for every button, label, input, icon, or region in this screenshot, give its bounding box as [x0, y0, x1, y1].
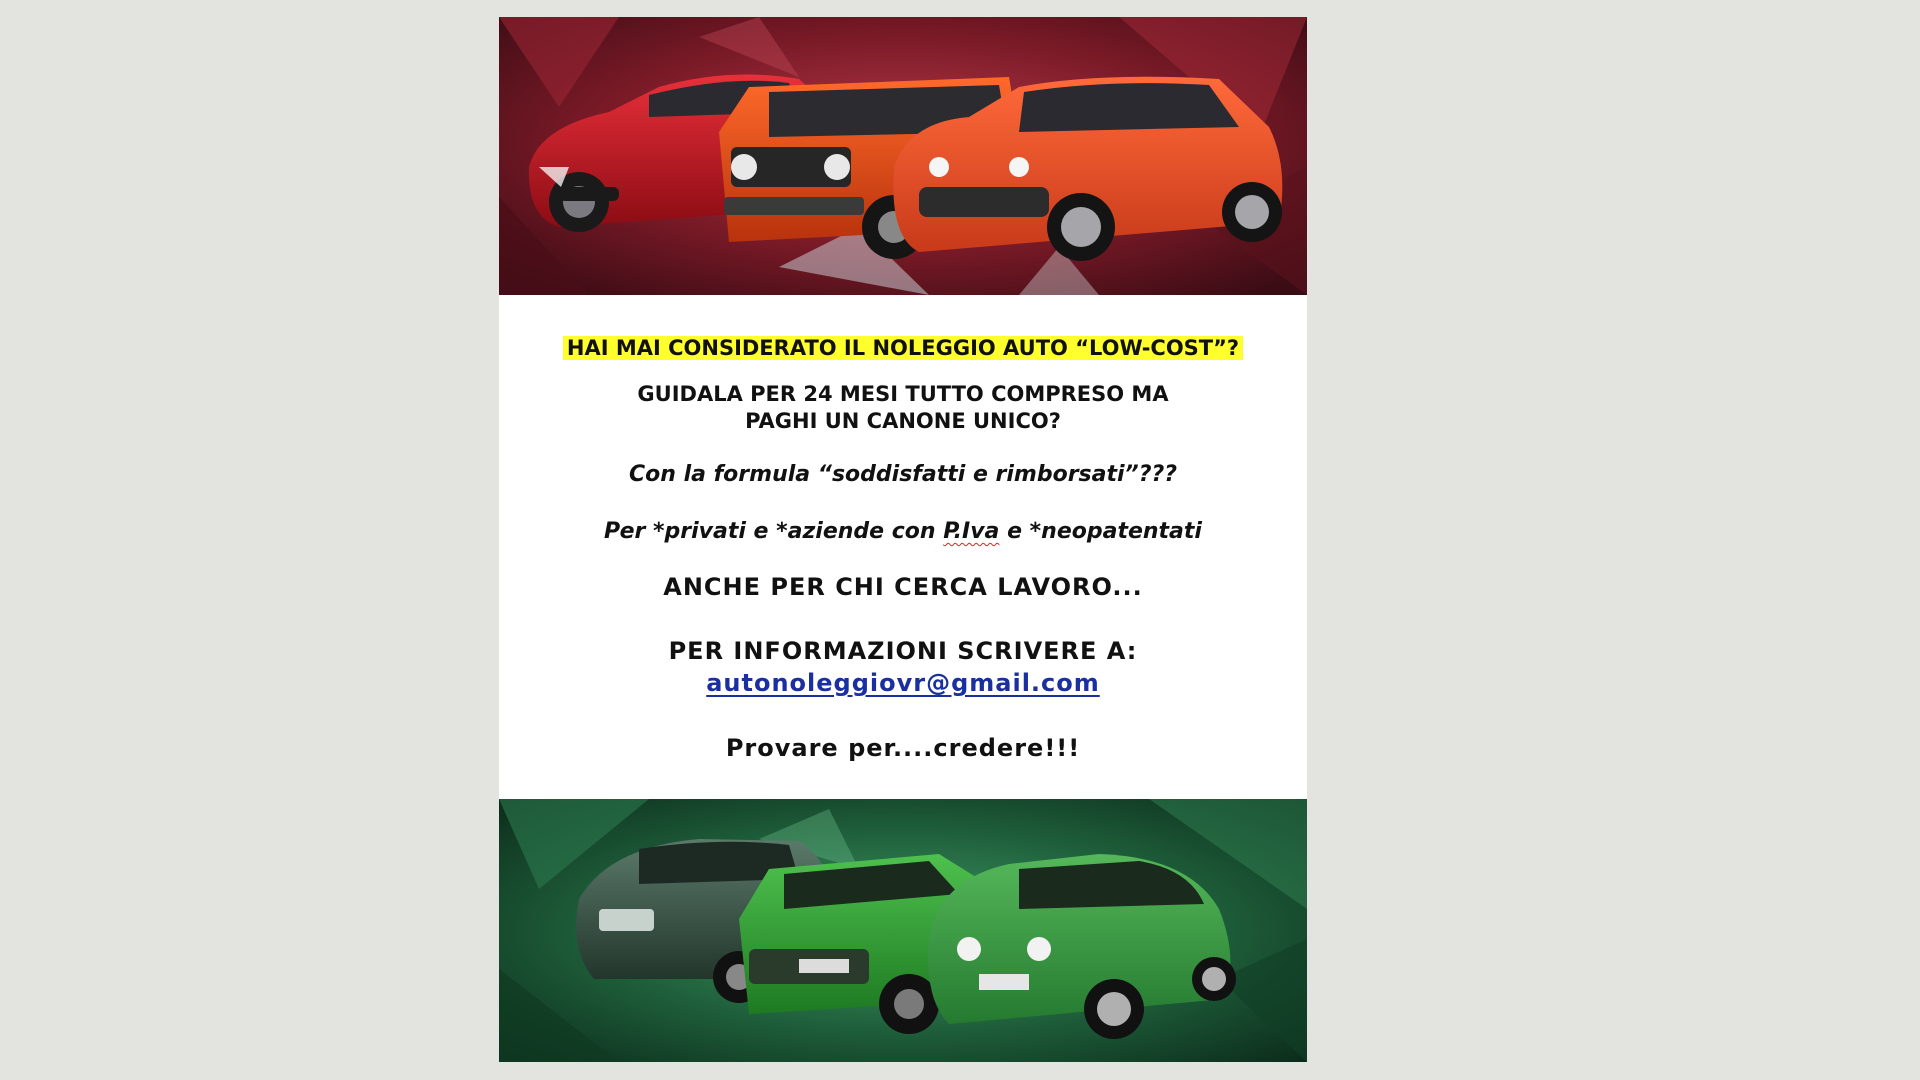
- offer-text: [499, 381, 1307, 435]
- red-cars-illustration: [499, 17, 1307, 295]
- headline-highlight: HAI MAI CONSIDERATO IL NOLEGGIO AUTO “LOW-COST”?: [563, 336, 1243, 360]
- offer-line-1: GUIDALA PER 24 MESI TUTTO COMPRESO MA: [637, 382, 1169, 406]
- headline: [499, 333, 1307, 363]
- red-cars-banner-image: [499, 17, 1307, 295]
- green-cars-banner-image: [499, 799, 1307, 1062]
- job-seekers-line: ANCHE PER CHI CERCA LAVORO...: [663, 573, 1143, 601]
- green-cars-illustration: [499, 799, 1307, 1062]
- email-link[interactable]: autonoleggiovr@gmail.com: [706, 669, 1100, 697]
- piva-text: P.Iva: [943, 519, 1000, 544]
- flyer-text: [499, 295, 1307, 799]
- target-audience-line: [499, 517, 1307, 547]
- targets-prefix: Per *privati e *aziende con: [604, 519, 944, 544]
- formula-line: Con la formula “soddisfatti e rimborsati”???: [628, 462, 1177, 487]
- closing-line: Provare per....credere!!!: [725, 734, 1081, 762]
- offer-line-2: PAGHI UN CANONE UNICO?: [745, 409, 1061, 433]
- targets-suffix: e *neopatentati: [999, 519, 1202, 544]
- email-line: [499, 667, 1307, 699]
- info-line: PER INFORMAZIONI SCRIVERE A:: [668, 637, 1138, 665]
- flyer-document: [499, 17, 1307, 1062]
